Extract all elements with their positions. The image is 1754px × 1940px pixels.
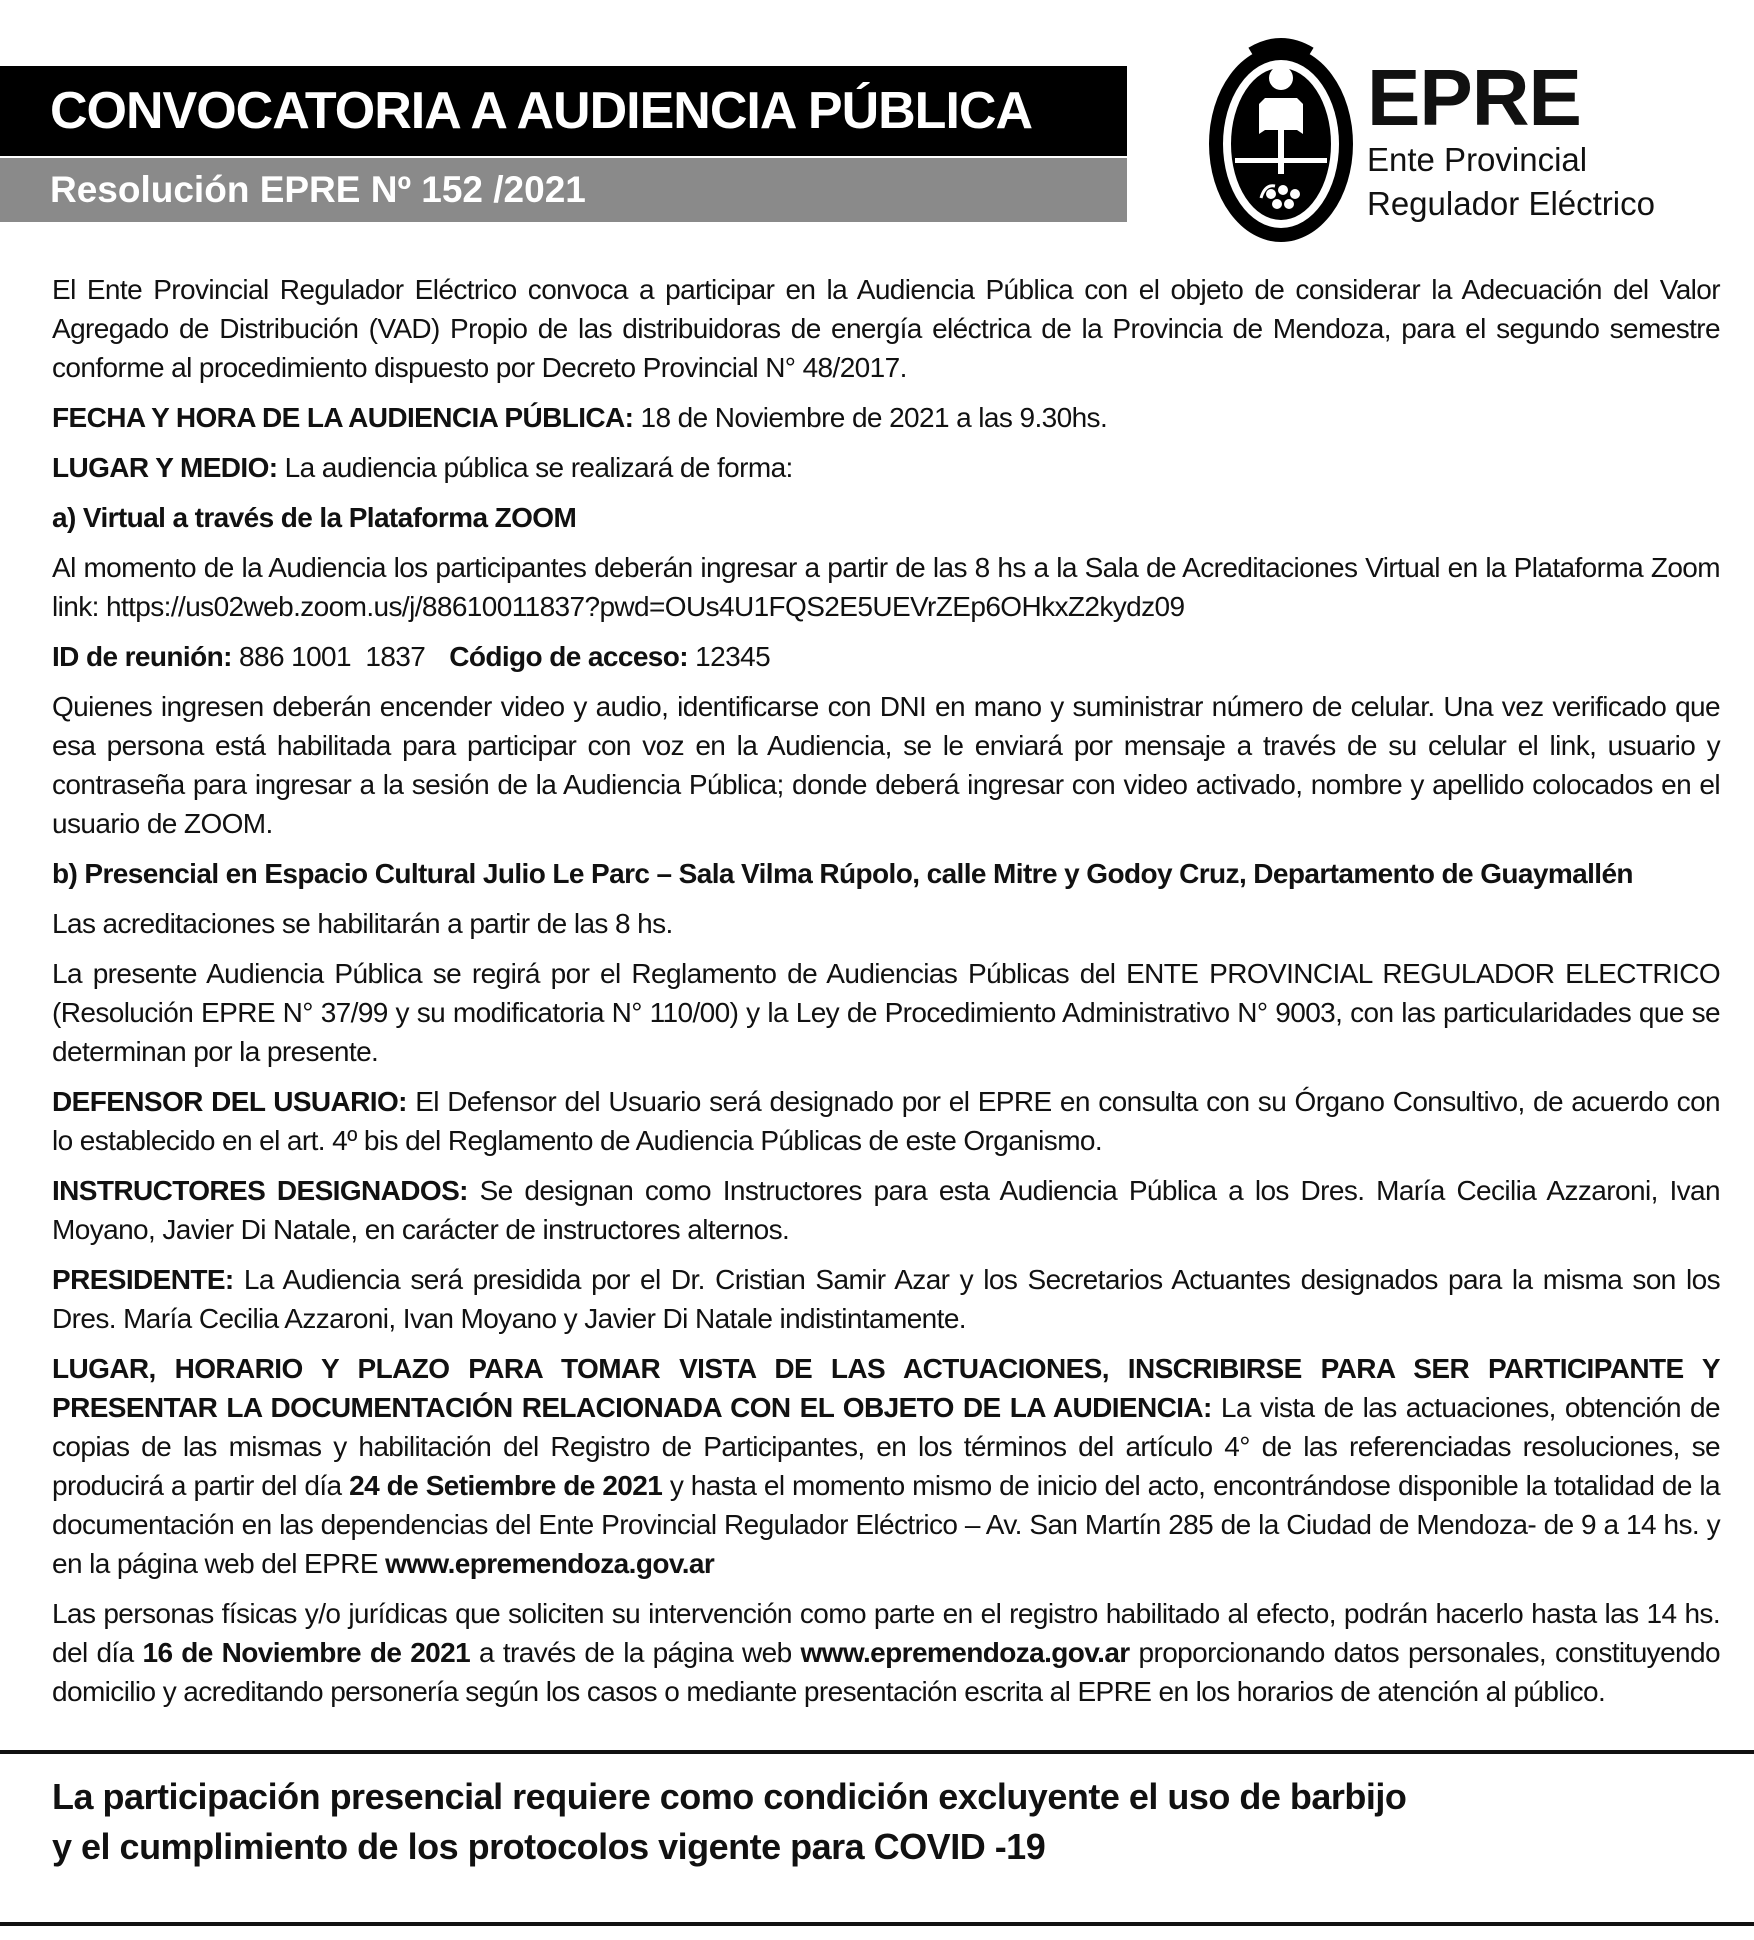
footer-bottom-rule (0, 1922, 1754, 1926)
intro-paragraph: El Ente Provincial Regulador Eléctrico convoca a participar en la Audiencia Pública con el objeto de considerar la Adecuación del Valor Agregado de Distribución (VAD) Propio de las distribuidoras de energía eléctrica de la Provincia de Mendoza, para el segundo semestre conforme al procedimiento dispuesto por Decreto Provincial N° 48/2017. (52, 274, 1720, 383)
presidente-paragraph (52, 1260, 1720, 1338)
instructores-label: INSTRUCTORES DESIGNADOS: (52, 1175, 468, 1206)
footer-top-rule (0, 1750, 1754, 1754)
meeting-id-label: ID de reunión: (52, 641, 232, 672)
notice-body (52, 270, 1720, 1722)
personas-date: 16 de Noviembre de 2021 (142, 1637, 471, 1668)
covid-notice-line-2: y el cumplimiento de los protocolos vigente para COVID -19 (52, 1826, 1046, 1867)
covid-notice (52, 1772, 1732, 1872)
personas-paragraph (52, 1594, 1720, 1711)
access-code-label: Código de acceso: (449, 641, 688, 672)
covid-notice-line-1: La participación presencial requiere como condición excluyente el uso de barbijo (52, 1776, 1407, 1817)
lugar-horario-date: 24 de Setiembre de 2021 (349, 1470, 663, 1501)
defensor-value: El Defensor del Usuario será designado por el EPRE en consulta con su Órgano Consultivo, de acuerdo con lo establecido en el art. 4º bis del Reglamento de Audiencia Públicas de este Organismo. (52, 1086, 1721, 1156)
logo-line-1: Ente Provincial (1367, 141, 1588, 178)
page-title: CONVOCATORIA A AUDIENCIA PÚBLICA (0, 66, 1127, 156)
access-code-value: 12345 (688, 641, 771, 672)
logo-line-2: Regulador Eléctrico (1367, 185, 1655, 222)
presidente-value: La Audiencia será presidida por el Dr. Cristian Samir Azar y los Secretarios Actuantes designados para la misma son los Dres. María Cecilia Azzaroni, Ivan Moyano y Javier Di Natale indistintamente. (52, 1264, 1720, 1334)
defensor-label: DEFENSOR DEL USUARIO: (52, 1086, 407, 1117)
virtual-heading (52, 498, 1720, 537)
lugar-label: LUGAR Y MEDIO: (52, 452, 278, 483)
presencial-heading (52, 854, 1720, 893)
fecha-value: 18 de Noviembre de 2021 a las 9.30hs. (633, 402, 1108, 433)
meeting-id-value: 886 1001 1837 (231, 641, 426, 672)
lugar-horario-label: LUGAR, HORARIO Y PLAZO PARA TOMAR VISTA DE LAS ACTUACIONES, INSCRIBIRSE PARA SER PARTICIPANTE Y PRESENTAR LA DOCUMENTACIÓN RELACIONADA CON EL OBJETO DE LA AUDIENCIA: (52, 1353, 1720, 1423)
personas-website-link[interactable]: www.epremendoza.gov.ar (800, 1637, 1130, 1668)
virtual-heading-text: a) Virtual a través de la Plataforma ZOOM (52, 502, 577, 533)
logo-name: EPRE (1367, 53, 1581, 142)
website-link[interactable]: www.epremendoza.gov.ar (385, 1548, 715, 1579)
lugar-paragraph (52, 448, 1720, 487)
logo-text (1367, 53, 1655, 226)
lugar-horario-text-1: La vista de las actuaciones, obtención de copias de las mismas y habilitación del Registro de Participantes, en los términos del artículo 4° de las referenciadas resoluciones, se producirá a partir del día (52, 1392, 1720, 1501)
personas-text-1: Las personas físicas y/o jurídicas que soliciten su intervención como parte en el registro habilitado al efecto, podrán hacerlo hasta las 14 hs. del día (52, 1598, 1720, 1668)
lugar-horario-paragraph (52, 1349, 1720, 1583)
quienes-paragraph: Quienes ingresen deberán encender video y audio, identificarse con DNI en mano y suministrar número de celular. Una vez verificado que esa persona está habilitada para participar con voz en la Audiencia, se le enviará por mensaje a través de su celular el link, usuario y contraseña para ingresar a la sesión de la Audiencia Pública; donde deberá ingresar con video activado, nombre y apellido colocados en el usuario de ZOOM. (52, 691, 1720, 839)
lugar-horario-text-2: y hasta el momento mismo de inicio del acto, encontrándose disponible la totalidad de la documentación en las dependencias del Ente Provincial Regulador Eléctrico – Av. San Martín 285 de la Ciudad de Mendoza- de 9 a 14 hs. y en la página web del EPRE (52, 1470, 1720, 1579)
presidente-label: PRESIDENTE: (52, 1264, 234, 1295)
defensor-paragraph (52, 1082, 1720, 1160)
fecha-label: FECHA Y HORA DE LA AUDIENCIA PÚBLICA: (52, 402, 634, 433)
personas-text-2: a través de la página web (470, 1637, 801, 1668)
instructores-paragraph (52, 1171, 1720, 1249)
personas-text-3: proporcionando datos personales, constituyendo domicilio y acreditando personería según los casos o mediante presentación escrita al EPRE en los horarios de atención al público. (52, 1637, 1720, 1707)
instructores-value: Se designan como Instructores para esta Audiencia Pública a los Dres. María Cecilia Azzaroni, Ivan Moyano, Javier Di Natale, en carácter de instructores alternos. (52, 1175, 1720, 1245)
lugar-value: La audiencia pública se realizará de forma: (277, 452, 793, 483)
resolution-subtitle: Resolución EPRE Nº 152 /2021 (0, 158, 1127, 222)
reglamento-paragraph: La presente Audiencia Pública se regirá por el Reglamento de Audiencias Públicas del ENTE PROVINCIAL REGULADOR ELECTRICO (Resolución EPRE N° 37/99 y su modificatoria N° 110/00) y la Ley de Procedimiento Administrativo N° 9003, con las particularidades que se determinan por la presente. (52, 958, 1720, 1067)
virtual-paragraph: Al momento de la Audiencia los participantes deberán ingresar a partir de las 8 hs a la Sala de Acreditaciones Virtual en la Plataforma Zoom link: https://us02web.zoom.us/j/88610011837?pwd=OUs4U1FQS2E5UEVrZEp6OHkxZ2kydz09 (52, 552, 1720, 622)
presencial-heading-text: b) Presencial en Espacio Cultural Julio Le Parc – Sala Vilma Rúpolo, calle Mitre y Godoy Cruz, Departamento de Guaymallén (52, 858, 1633, 889)
meeting-info (52, 637, 1720, 676)
fecha-paragraph (52, 398, 1720, 437)
epre-seal-icon (1205, 34, 1357, 246)
acreditaciones-paragraph: Las acreditaciones se habilitarán a partir de las 8 hs. (52, 908, 673, 939)
